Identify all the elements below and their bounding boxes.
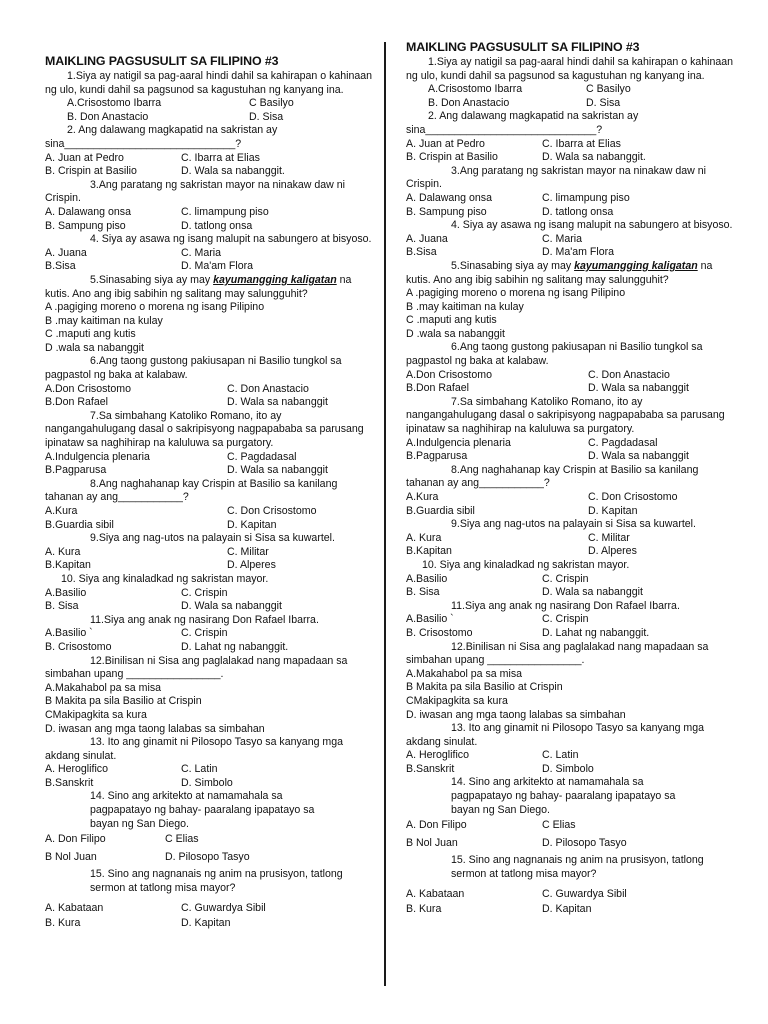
option: B. Crispin at Basilio	[406, 151, 498, 164]
options	[45, 833, 375, 864]
options	[406, 233, 736, 260]
underlined-term: kayumangging kaligatan	[213, 273, 337, 286]
option: D .wala sa nabanggit	[406, 327, 505, 340]
question-14	[45, 790, 375, 864]
options	[45, 587, 375, 614]
question-stem: 5.Sinasabing siya ay may kayumangging kaligatan na kutis. Ano ang ibig sabihin ng salitang may salungguhit?	[406, 259, 713, 286]
option: C. Maria	[542, 232, 583, 245]
option: C. Crispin	[181, 586, 228, 599]
option: B.Sisa	[45, 260, 76, 273]
option: C. Crispin	[542, 572, 589, 585]
options	[406, 83, 736, 110]
question-14	[406, 776, 736, 850]
option: C. Ibarra at Elias	[181, 151, 260, 164]
options	[45, 902, 375, 931]
options	[406, 819, 736, 850]
question-stem: 4. Siya ay asawa ng isang malupit na sabungero at bisyoso.	[451, 219, 733, 232]
option: C. Don Anastacio	[227, 382, 309, 395]
question-stem: 13. Ito ang ginamit ni Pilosopo Tasyo sa kanyang mga akdang sinulat.	[406, 722, 705, 748]
option: C. Militar	[227, 545, 269, 558]
option: C Elias	[165, 833, 199, 846]
option: A. Kabataan	[45, 901, 104, 914]
question-stem: 8.Ang naghahanap kay Crispin at Basilio sa kanilang tahanan ay ang___________?	[406, 463, 699, 490]
option: A.Don Crisostomo	[406, 368, 492, 381]
option: C. limampung piso	[542, 191, 630, 204]
question-6	[406, 341, 736, 395]
option: A.Indulgencia plenaria	[45, 450, 150, 463]
option: B. Crisostomo	[406, 626, 473, 639]
option: B.Sisa	[406, 246, 437, 259]
question-stem: 13. Ito ang ginamit ni Pilosopo Tasyo sa kanyang mga akdang sinulat.	[45, 736, 344, 762]
options	[406, 532, 736, 559]
option: D. Kapitan	[542, 903, 592, 916]
option: B.Guardia sibil	[45, 518, 114, 531]
option: C. Latin	[181, 763, 218, 776]
option: D. iwasan ang mga taong lalabas sa simbahan	[45, 722, 265, 735]
question-stem: 3.Ang paratang ng sakristan mayor na ninakaw daw ni Crispin.	[406, 164, 706, 191]
options	[406, 192, 736, 219]
question-13	[406, 722, 736, 776]
option: D. Wala sa nabanggit	[588, 450, 689, 463]
option: B. Don Anastacio	[67, 110, 149, 123]
option: B. Don Anastacio	[428, 96, 510, 109]
option: C Basilyo	[249, 97, 294, 110]
option: A. Dalawang onsa	[406, 191, 492, 204]
question-13	[45, 736, 375, 790]
option: A.Crisostomo Ibarra	[428, 83, 523, 96]
question-15	[406, 854, 736, 916]
question-10	[45, 573, 375, 614]
question-stem: 15. Sino ang nagnanais ng anim na prusisyon, tatlong sermon at tatlong misa mayor?	[451, 854, 704, 881]
question-stem: 4. Siya ay asawa ng isang malupit na sabungero at bisyoso.	[90, 233, 372, 246]
option: A. Kura	[406, 531, 442, 544]
option: D. Wala sa nabanggit	[181, 600, 282, 613]
option: A .pagiging moreno o morena ng isang Pilipino	[45, 301, 265, 314]
option: D. Sisa	[249, 110, 284, 123]
option: A.Kura	[406, 491, 439, 503]
quiz-title: MAIKLING PAGSUSULIT SA FILIPINO #3	[406, 40, 640, 54]
options	[45, 451, 375, 478]
option: D. iwasan ang mga taong lalabas sa simbahan	[406, 708, 626, 721]
quiz-title: MAIKLING PAGSUSULIT SA FILIPINO #3	[45, 54, 279, 68]
options	[406, 888, 736, 917]
option: A.Basilio	[406, 572, 448, 585]
option: D. Wala sa nabanggit	[542, 586, 643, 599]
question-5	[45, 274, 375, 356]
option: D. Simbolo	[542, 762, 594, 775]
options	[406, 613, 736, 640]
option: B.Pagparusa	[406, 450, 468, 463]
options	[406, 573, 736, 600]
option: A.Crisostomo Ibarra	[67, 97, 162, 110]
question-stem: 8.Ang naghahanap kay Crispin at Basilio sa kanilang tahanan ay ang___________?	[45, 477, 338, 504]
question-stem: 14. Sino ang arkitekto at namamahala sa pagpapatayo ng bahay- paaralang ipapatayo sa bayan ng San Diego.	[451, 776, 676, 816]
options	[406, 437, 736, 464]
question-9	[406, 518, 736, 559]
options	[45, 152, 375, 179]
options	[406, 138, 736, 165]
option: A .pagiging moreno o morena ng isang Pilipino	[406, 287, 626, 300]
question-2	[45, 124, 375, 178]
option: A.Makahabol pa sa misa	[406, 667, 523, 680]
question-stem: 3.Ang paratang ng sakristan mayor na ninakaw daw ni Crispin.	[45, 178, 345, 205]
option: CMakipagkita sa kura	[406, 694, 508, 707]
options	[45, 206, 375, 233]
option: A.Basilio `	[406, 613, 454, 626]
option: B. Sampung piso	[406, 205, 487, 218]
option: C Elias	[542, 819, 576, 832]
question-stem: 10. Siya ang kinaladkad ng sakristan mayor.	[61, 572, 269, 585]
question-11	[406, 600, 736, 641]
question-3	[406, 165, 736, 219]
question-stem: 2. Ang dalawang magkapatid na sakristan ay sina_____________________________?	[45, 124, 278, 150]
question-stem: 7.Sa simbahang Katoliko Romano, ito ay nangangahulugang dasal o sakripisyong nagpapababa sa parusang ipinataw sa naghihirap na kaluluwa sa purgatory.	[45, 409, 364, 450]
question-stem: 7.Sa simbahang Katoliko Romano, ito ay nangangahulugang dasal o sakripisyong nagpapababa sa parusang ipinataw sa naghihirap na kaluluwa sa purgatory.	[406, 395, 725, 436]
option: D. Wala sa nabanggit	[227, 396, 328, 409]
options	[45, 763, 375, 790]
options	[45, 247, 375, 274]
option: D. Ma'am Flora	[542, 246, 615, 259]
option: D. Pilosopo Tasyo	[165, 850, 250, 863]
options	[45, 546, 375, 573]
option: C. Don Crisostomo	[227, 505, 317, 517]
question-9	[45, 532, 375, 573]
question-4	[45, 233, 375, 274]
option: A. Juan at Pedro	[45, 151, 124, 164]
option: C. Pagdadasal	[227, 450, 297, 463]
option: B.Pagparusa	[45, 464, 107, 477]
option: B. Sisa	[406, 586, 440, 599]
option: D. Wala sa nabanggit	[588, 382, 689, 395]
question-stem: 15. Sino ang nagnanais ng anim na prusisyon, tatlong sermon at tatlong misa mayor?	[90, 868, 343, 895]
question-12	[45, 655, 375, 737]
question-11	[45, 614, 375, 655]
question-stem: 14. Sino ang arkitekto at namamahala sa pagpapatayo ng bahay- paaralang ipapatayo sa bayan ng San Diego.	[90, 790, 315, 830]
option: B.Sanskrit	[45, 776, 94, 789]
option: C. Pagdadasal	[588, 436, 658, 449]
question-stem: 9.Siya ang nag-utos na palayain si Sisa sa kuwartel.	[451, 518, 696, 531]
question-stem: 2. Ang dalawang magkapatid na sakristan ay sina_____________________________?	[406, 110, 639, 136]
option: A.Makahabol pa sa misa	[45, 681, 162, 694]
option: C. Crispin	[542, 613, 589, 626]
option: A.Kura	[45, 505, 78, 517]
question-stem: 10. Siya ang kinaladkad ng sakristan mayor.	[422, 558, 630, 571]
underlined-term: kayumangging kaligatan	[574, 259, 698, 272]
option: B.Don Rafael	[45, 396, 109, 409]
option: D. Alperes	[227, 559, 276, 572]
question-stem: 12.Binilisan ni Sisa ang paglalakad nang mapadaan sa simbahan upang ________________.	[406, 640, 709, 667]
question-stem: 1.Siya ay natigil sa pag-aaral hindi dahil sa kahirapan o kahinaan ng ulo, kundi dahil sa pagsunod sa kagustuhan ng kanyang ina.	[45, 70, 373, 96]
option: A. Kura	[45, 545, 81, 558]
option: D. Alperes	[588, 545, 637, 558]
option: A.Basilio	[45, 586, 87, 599]
question-stem: 6.Ang taong gustong pakiusapan ni Basilio tungkol sa pagpastol ng baka at kalabaw.	[45, 355, 342, 382]
option: A. Juana	[45, 246, 87, 259]
question-1	[45, 70, 375, 124]
option: C .maputi ang kutis	[45, 328, 136, 341]
option: D. Kapitan	[227, 518, 277, 531]
option: B. Sisa	[45, 600, 79, 613]
option: D. Wala sa nabanggit.	[181, 165, 285, 178]
question-12	[406, 641, 736, 723]
option: A. Juan at Pedro	[406, 137, 485, 150]
option: B. Crispin at Basilio	[45, 165, 137, 178]
option: B.Kapitan	[406, 545, 452, 558]
option: B Makita pa sila Basilio at Crispin	[45, 695, 202, 708]
option: D. Kapitan	[588, 504, 638, 517]
option: A. Kabataan	[406, 887, 465, 900]
option: A. Don Filipo	[45, 833, 106, 846]
option: D. Pilosopo Tasyo	[542, 836, 627, 849]
option: C. Guwardya Sibil	[181, 901, 266, 914]
question-7	[406, 396, 736, 464]
option: D. Ma'am Flora	[181, 260, 254, 273]
option: B Nol Juan	[406, 836, 458, 849]
option: D. tatlong onsa	[181, 219, 253, 232]
quiz-copy-left	[45, 40, 375, 931]
question-stem: 6.Ang taong gustong pakiusapan ni Basilio tungkol sa pagpastol ng baka at kalabaw.	[406, 341, 703, 368]
option: B. Kura	[45, 917, 81, 930]
question-2	[406, 110, 736, 164]
question-15	[45, 868, 375, 930]
question-10	[406, 559, 736, 600]
column-divider	[384, 42, 386, 986]
option: A. Don Filipo	[406, 819, 467, 832]
option: D. Wala sa nabanggit	[227, 464, 328, 477]
option: C. Don Anastacio	[588, 368, 670, 381]
option: B Makita pa sila Basilio at Crispin	[406, 681, 563, 694]
question-5	[406, 260, 736, 342]
question-stem: 1.Siya ay natigil sa pag-aaral hindi dahil sa kahirapan o kahinaan ng ulo, kundi dahil sa pagsunod sa kagustuhan ng kanyang ina.	[406, 56, 734, 82]
question-stem: 11.Siya ang anak ng nasirang Don Rafael Ibarra.	[90, 613, 319, 626]
option: B.Sanskrit	[406, 762, 455, 775]
question-stem: 9.Siya ang nag-utos na palayain si Sisa sa kuwartel.	[90, 532, 335, 545]
option: C. Latin	[542, 749, 579, 762]
question-8	[45, 478, 375, 532]
option: C. limampung piso	[181, 205, 269, 218]
option: B.Guardia sibil	[406, 504, 475, 517]
question-stem: 12.Binilisan ni Sisa ang paglalakad nang mapadaan sa simbahan upang ________________.	[45, 654, 348, 681]
option: B Nol Juan	[45, 850, 97, 863]
options	[45, 627, 375, 654]
option: D .wala sa nabanggit	[45, 341, 144, 354]
option: D. Sisa	[586, 96, 621, 109]
option: A. Heroglifico	[45, 763, 108, 776]
option: B. Crisostomo	[45, 640, 112, 653]
option: C. Guwardya Sibil	[542, 887, 627, 900]
option: A. Juana	[406, 232, 448, 245]
option: C. Crispin	[181, 627, 228, 640]
option: A.Don Crisostomo	[45, 382, 131, 395]
options	[406, 369, 736, 396]
option: B .may kaitiman na kulay	[406, 300, 524, 313]
question-8	[406, 464, 736, 518]
option: A. Heroglifico	[406, 749, 469, 762]
option: B. Sampung piso	[45, 219, 126, 232]
option: D. Simbolo	[181, 776, 233, 789]
question-7	[45, 410, 375, 478]
question-stem: 5.Sinasabing siya ay may kayumangging kaligatan na kutis. Ano ang ibig sabihin ng salitang may salungguhit?	[45, 273, 352, 300]
option: A. Dalawang onsa	[45, 205, 131, 218]
option: C .maputi ang kutis	[406, 314, 497, 327]
option: D. Lahat ng nabanggit.	[181, 640, 289, 653]
option: D. Lahat ng nabanggit.	[542, 626, 650, 639]
quiz-copy-right	[406, 40, 736, 917]
question-1	[406, 56, 736, 110]
option: D. tatlong onsa	[542, 205, 614, 218]
option: B.Kapitan	[45, 559, 91, 572]
question-stem: 11.Siya ang anak ng nasirang Don Rafael Ibarra.	[451, 599, 680, 612]
question-6	[45, 355, 375, 409]
option: CMakipagkita sa kura	[45, 708, 147, 721]
option: C. Militar	[588, 531, 630, 544]
option: C Basilyo	[586, 83, 631, 96]
question-3	[45, 179, 375, 233]
options	[45, 505, 375, 532]
option: A.Indulgencia plenaria	[406, 436, 511, 449]
question-4	[406, 219, 736, 260]
option: C. Maria	[181, 246, 222, 259]
options	[406, 491, 736, 518]
option: D. Kapitan	[181, 917, 231, 930]
option: B .may kaitiman na kulay	[45, 314, 163, 327]
options	[406, 749, 736, 776]
options	[45, 383, 375, 410]
option: C. Don Crisostomo	[588, 491, 678, 503]
option: D. Wala sa nabanggit.	[542, 151, 646, 164]
option: A.Basilio `	[45, 627, 93, 640]
option: B. Kura	[406, 903, 442, 916]
options	[45, 97, 375, 124]
option: C. Ibarra at Elias	[542, 137, 621, 150]
option: B.Don Rafael	[406, 382, 470, 395]
